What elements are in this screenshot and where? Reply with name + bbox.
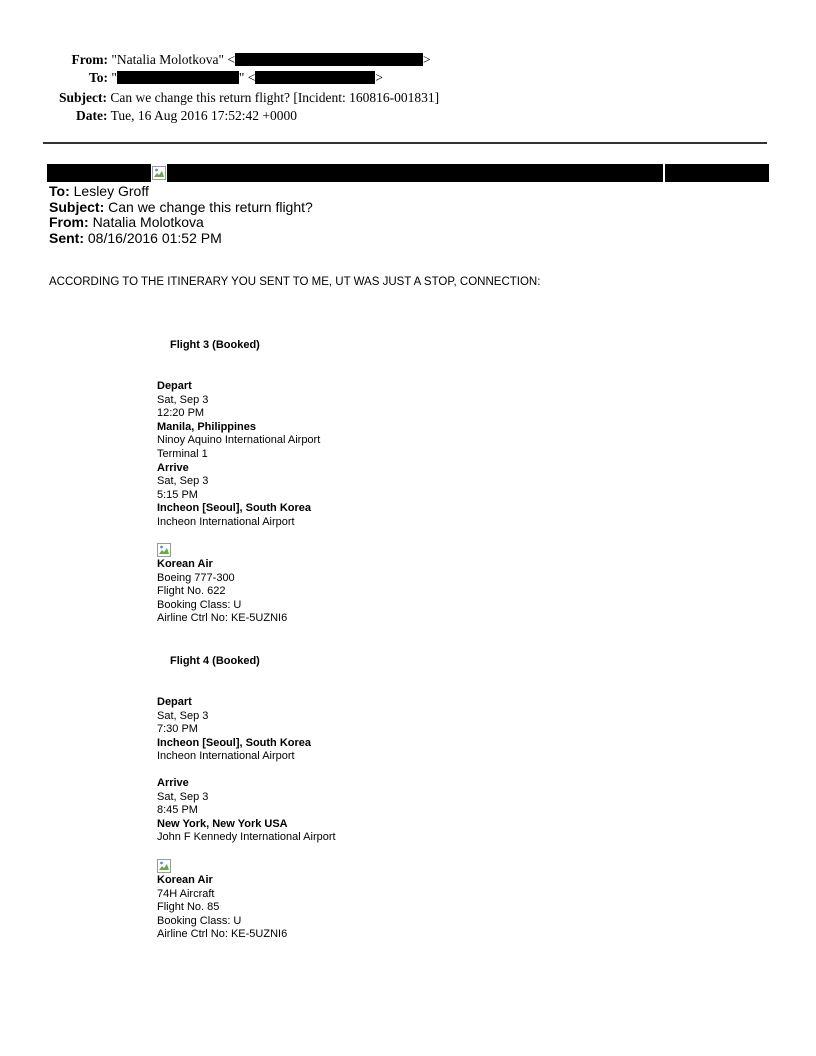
flight-3-airline [157,543,287,626]
forwarded-header [49,184,313,246]
depart-airport: Incheon International Airport [157,750,295,763]
redacted-from-email [235,53,423,66]
header-subject-label: Subject: [59,90,107,105]
header-divider [43,142,767,144]
header-from-label: From: [71,52,108,67]
arrive-city: New York, New York USA [157,817,288,830]
fwd-sent: 08/16/2016 01:52 PM [87,229,222,246]
header-to-open: " [111,70,117,85]
header-to-label: To: [88,70,108,85]
arrive-airport: Incheon International Airport [157,515,295,528]
fwd-from-line [49,215,313,231]
fwd-subject: Can we change this return flight? [108,198,313,215]
header-date: Tue, 16 Aug 2016 17:52:42 +0000 [110,108,298,123]
arrive-city: Incheon [Seoul], South Korea [157,502,312,515]
redacted-banner-left [47,164,151,182]
fwd-from-label: From: [49,214,89,230]
header-from-line [70,51,431,68]
depart-city: Manila, Philippines [157,420,257,433]
airline-name: Korean Air [157,558,213,570]
redacted-to-name [117,71,239,84]
header-subject: Can we change this return flight? [Incident: 160816-001831] [110,90,440,105]
depart-time: 7:30 PM [157,723,198,736]
fwd-from: Natalia Molotkova [92,214,204,230]
airline-name: Korean Air [157,874,213,886]
flight-3-depart [157,380,320,530]
header-to-line [70,69,383,86]
fwd-subject-label: Subject: [49,198,105,215]
arrive-airport: John F Kennedy International Airport [157,831,336,844]
arrive-date: Sat, Sep 3 [157,475,209,488]
flight-number: Flight No. 85 [157,901,220,914]
booking-class: Booking Class: U [157,598,242,611]
depart-terminal: Terminal 1 [157,447,208,460]
fwd-to-line [49,184,313,200]
arrive-date: Sat, Sep 3 [157,790,209,803]
header-from-name: "Natalia Molotkova" < [111,52,235,67]
arrive-label: Arrive [157,461,189,474]
flight-4-airline [157,859,287,942]
header-subject-line [59,89,439,106]
depart-date: Sat, Sep 3 [157,393,209,406]
broken-image-icon [152,166,166,180]
depart-city: Incheon [Seoul], South Korea [157,736,312,749]
redacted-banner-middle [167,164,663,182]
depart-label: Depart [157,380,192,392]
flight-title: Flight 3 (Booked) [170,339,260,351]
depart-label: Depart [157,696,192,708]
flight-number: Flight No. 622 [157,585,226,598]
fwd-sent-line [49,231,313,247]
header-to-mid: " < [238,70,256,85]
depart-date: Sat, Sep 3 [157,709,209,722]
message-body: ACCORDING TO THE ITINERARY YOU SENT TO ME, UT WAS JUST A STOP, CONNECTION: [49,276,541,288]
header-date-label: Date: [76,108,108,123]
fwd-to: Lesley Groff [73,183,149,199]
booking-class: Booking Class: U [157,914,242,927]
fwd-to-label: To: [49,183,70,199]
arrive-time: 8:45 PM [157,804,198,817]
airline-ctrl-no: Airline Ctrl No: KE-5UZNI6 [157,612,288,625]
aircraft: 74H Aircraft [157,887,215,900]
header-date-line [76,107,297,124]
flight-4-arrive [157,777,336,845]
fwd-sent-label: Sent: [49,229,84,246]
airline-logo-broken-image-icon [157,543,171,557]
depart-time: 12:20 PM [157,407,205,420]
flight-4-depart [157,696,311,764]
header-to-close: > [375,70,384,85]
aircraft: Boeing 777-300 [157,571,235,584]
redacted-banner-right [665,164,769,182]
arrive-label: Arrive [157,777,189,789]
fwd-subject-line [49,200,313,216]
header-from-close: > [422,52,431,67]
arrive-time: 5:15 PM [157,488,198,501]
flight-title: Flight 4 (Booked) [170,655,260,667]
redacted-to-email [255,71,375,84]
depart-airport: Ninoy Aquino International Airport [157,434,321,447]
airline-ctrl-no: Airline Ctrl No: KE-5UZNI6 [157,928,288,941]
airline-logo-broken-image-icon [157,859,171,873]
